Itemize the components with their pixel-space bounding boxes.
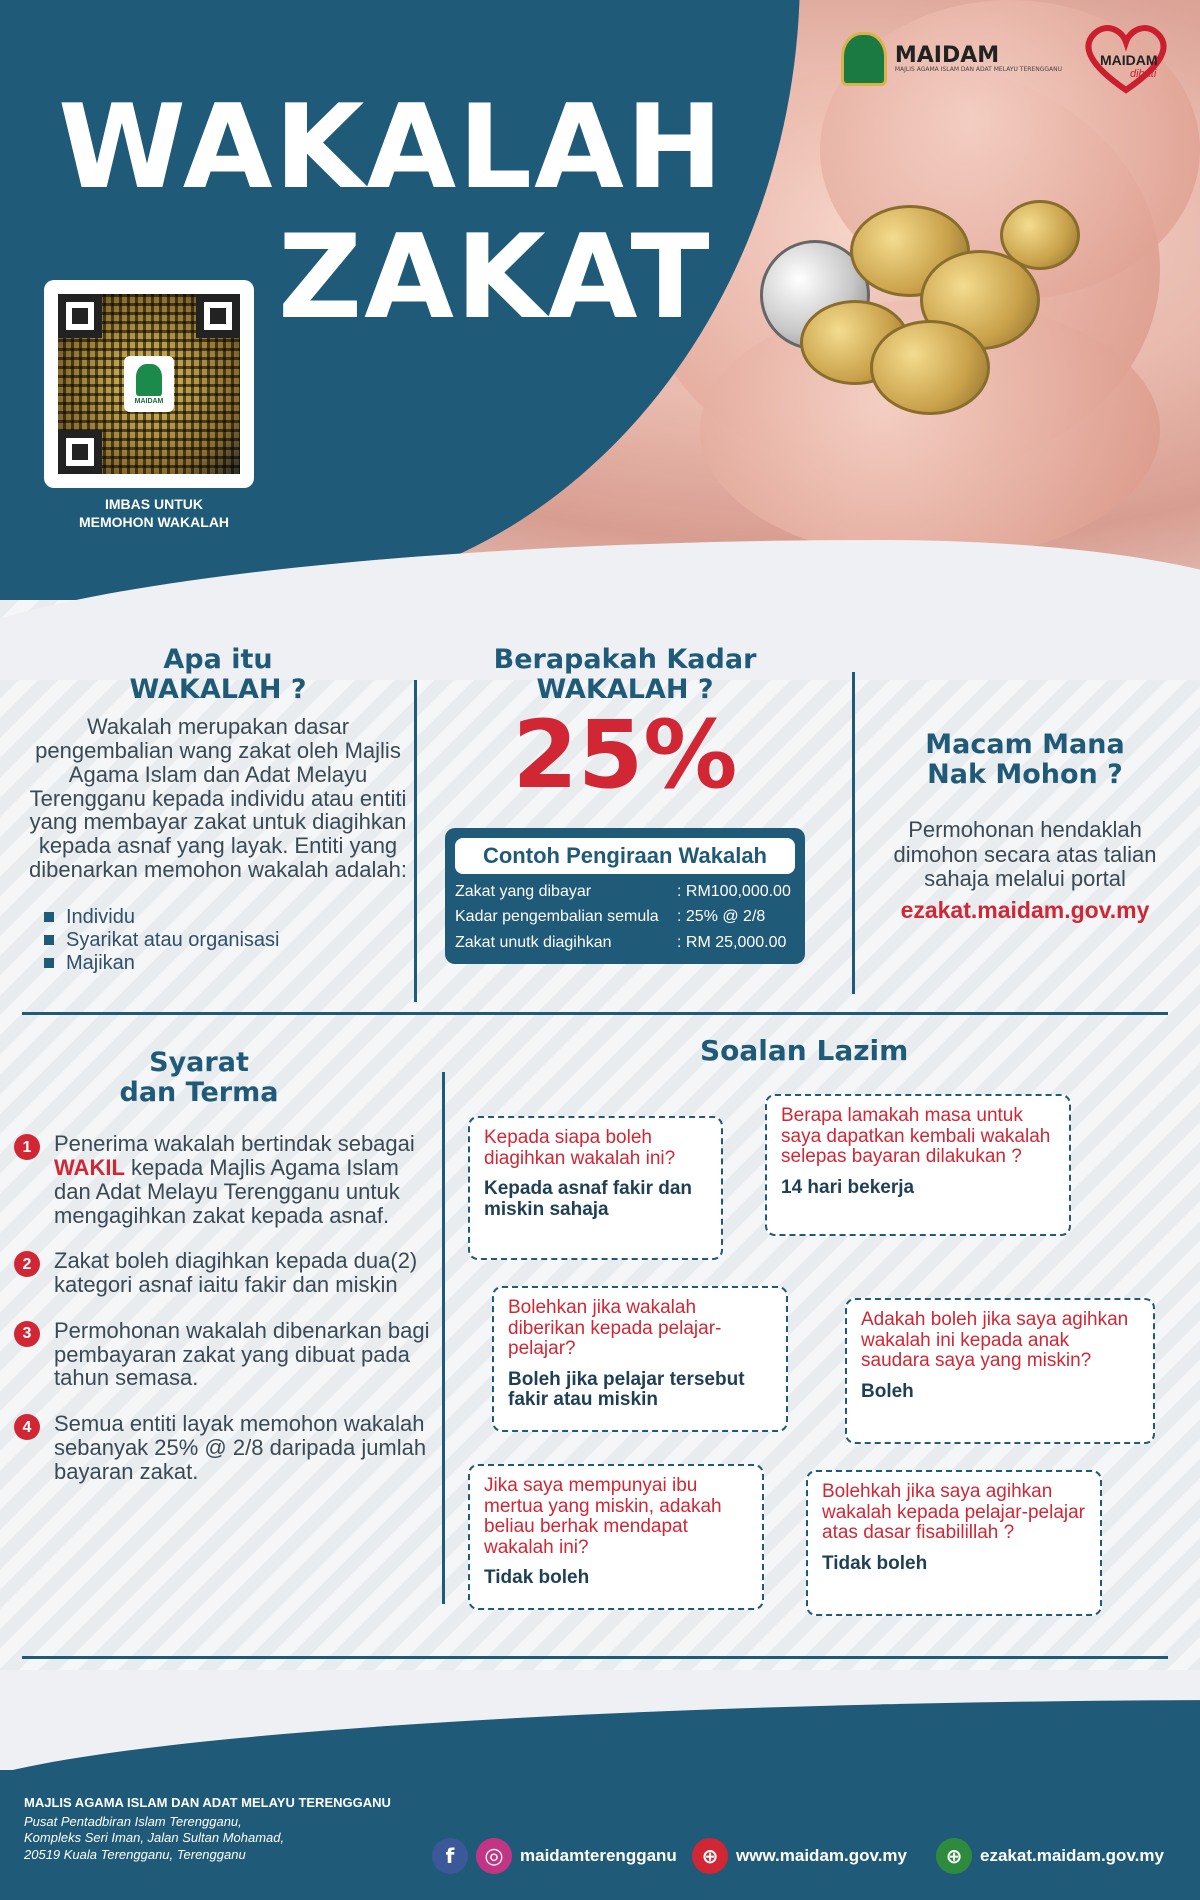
faq-answer: Tidak boleh [822, 1552, 928, 1574]
faq-heading: Soalan Lazim [700, 1034, 909, 1067]
mohon-heading [870, 730, 1180, 790]
ezakat-link[interactable] [936, 1838, 1164, 1874]
calc-value: : RM 25,000.00 [677, 933, 787, 951]
kadar-heading [440, 645, 810, 705]
maidam-logo [841, 32, 1062, 86]
qr-code-pattern [58, 294, 240, 474]
social-media-link[interactable] [432, 1838, 677, 1874]
wakalah-percentage: 25% [512, 701, 738, 811]
header-logos [841, 24, 1174, 94]
list-item [14, 1249, 434, 1297]
footer-address-line-2: Kompleks Seri Iman, Jalan Sultan Mohamad, [24, 1830, 285, 1846]
faq-card [492, 1286, 788, 1432]
heart-logo-text: MAIDAM [1100, 52, 1158, 68]
terms-list [14, 1132, 434, 1483]
website-link[interactable] [692, 1838, 907, 1874]
apa-itu-heading [28, 645, 408, 705]
apa-itu-heading-line-1: Apa itu [163, 644, 273, 675]
calc-label: Kadar pengembalian semula [455, 908, 659, 926]
calc-label: Zakat unutk diagihkan [455, 933, 612, 951]
list-item [14, 1412, 434, 1483]
faq-question: Bolehkan jika wakalah diberikan kepada pelajar-pelajar? [508, 1297, 722, 1360]
ezakat-portal-link[interactable]: ezakat.maidam.gov.my [900, 897, 1150, 924]
maidam-logo-subtext: MAJLIS AGAMA ISLAM DAN ADAT MELAYU TERENGGANU [894, 66, 1062, 73]
square-bullet-icon [44, 935, 54, 945]
faq-answer: Tidak boleh [484, 1567, 590, 1589]
list-item [44, 906, 408, 929]
footer-address-line-3: 20519 Kuala Terengganu, Terengganu [24, 1846, 246, 1862]
divider-vertical [852, 672, 855, 994]
maidam-emblem-icon [136, 364, 162, 396]
calculation-example-box [445, 828, 805, 964]
website-url: www.maidam.gov.my [736, 1846, 907, 1865]
faq-card [468, 1116, 723, 1260]
entity-list [28, 906, 408, 975]
number-badge: 1 [14, 1134, 40, 1160]
square-bullet-icon [44, 958, 54, 968]
faq-answer: Boleh [861, 1380, 914, 1402]
faq-question: Kepada siapa boleh diagihkan wakalah ini? [484, 1127, 676, 1169]
faq-answer: Kepada asnaf fakir dan miskin sahaja [484, 1178, 693, 1220]
list-item [14, 1132, 434, 1227]
facebook-icon: f [432, 1838, 468, 1874]
apa-itu-heading-line-2: WAKALAH ? [129, 674, 307, 706]
calc-value: : 25% @ 2/8 [677, 908, 766, 926]
syarat-heading [14, 1048, 384, 1108]
apa-itu-section [28, 645, 408, 975]
maidam-logo-text: MAIDAM [894, 43, 1000, 68]
calc-label: Zakat yang dibayar [455, 883, 592, 901]
faq-question: Berapa lamakah masa untuk saya dapatkan kembali wakalah selepas bayaran dilakukan ? [781, 1105, 1051, 1168]
term-text: Penerima wakalah bertindak sebagai [54, 1131, 415, 1157]
divider-horizontal [22, 1656, 1168, 1659]
mohon-heading-line-2: Nak Mohon ? [927, 759, 1123, 791]
faq-question: Jika saya mempunyai ibu mertua yang miskin, adakah beliau berhak mendapat wakalah ini? [484, 1475, 722, 1558]
title-line-1: WAKALAH [58, 80, 725, 215]
divider-vertical [414, 680, 417, 1002]
calc-row [455, 909, 795, 924]
mohon-body: Permohonan hendaklah dimohon secara atas talian sahaja melalui portal [893, 817, 1157, 891]
calc-title: Contoh Pengiraan Wakalah [455, 838, 795, 874]
qr-caption-line-1: IMBAS UNTUK [105, 496, 203, 512]
faq-card [806, 1470, 1102, 1616]
term-text: Zakat boleh diagihkan kepada dua(2) kategori asnaf iaitu fakir dan miskin [54, 1248, 418, 1298]
calc-value: : RM100,000.00 [677, 883, 791, 901]
syarat-heading-line-2: dan Terma [119, 1077, 279, 1109]
number-badge: 4 [14, 1414, 40, 1440]
list-item [14, 1319, 434, 1390]
social-handle: maidamterengganu [520, 1846, 677, 1865]
calc-row [455, 935, 795, 950]
square-bullet-icon [44, 912, 54, 922]
faq-answer: Boleh jika pelajar tersebut fakir atau miskin [508, 1368, 745, 1411]
qr-caption [44, 496, 264, 531]
kadar-heading-line-2: WAKALAH ? [536, 674, 714, 706]
term-text: Semua entiti layak memohon wakalah sebanyak 25% @ 2/8 daripada jumlah bayaran zakat. [54, 1411, 427, 1484]
heart-logo-subtext: dihati [1130, 68, 1157, 80]
syarat-heading-line-1: Syarat [149, 1047, 249, 1078]
mohon-section [870, 730, 1180, 924]
qr-center-logo [124, 356, 174, 412]
faq-question: Bolehkah jika saya agihkan wakalah kepada pelajar-pelajar atas dasar fisabilillah ? [822, 1481, 1086, 1544]
apa-itu-body: Wakalah merupakan dasar pengembalian wang zakat oleh Majlis Agama Islam dan Adat Melayu Terengganu kepada individu atau entiti yang membayar zakat untuk diagihkan kepada asnaf yang layak. Entiti yang dibenarkan memohon wakalah adalah: [29, 714, 407, 882]
number-badge: 3 [14, 1321, 40, 1347]
maidam-emblem-icon [841, 32, 887, 86]
list-item-label: Individu [66, 905, 135, 928]
list-item [44, 929, 408, 952]
term-text: Permohonan wakalah dibenarkan bagi pembayaran zakat yang dibuat pada tahun semasa. [54, 1317, 430, 1391]
qr-center-label: MAIDAM [134, 397, 164, 405]
footer-org-name: MAJLIS AGAMA ISLAM DAN ADAT MELAYU TERENGGANU [24, 1795, 391, 1810]
footer-address-line-1: Pusat Pentadbiran Islam Terengganu, [24, 1814, 242, 1829]
faq-question: Adakah boleh jika saya agihkan wakalah ini kepada anak saudara saya yang miskin? [861, 1309, 1129, 1372]
ezakat-url: ezakat.maidam.gov.my [980, 1846, 1164, 1865]
term-highlight: WAKIL [54, 1155, 125, 1181]
syarat-section [14, 1048, 434, 1505]
qr-code[interactable] [44, 280, 254, 488]
mohon-heading-line-1: Macam Mana [925, 729, 1125, 760]
term-text: kepada Majlis Agama Islam dan Adat Melayu Terengganu untuk mengagihkan zakat kepada asnaf. [54, 1155, 400, 1228]
list-item-label: Majikan [66, 951, 135, 974]
instagram-icon: ◎ [476, 1838, 512, 1874]
kadar-heading-line-1: Berapakah Kadar [493, 644, 757, 675]
qr-caption-line-2: MEMOHON WAKALAH [78, 513, 230, 530]
faq-card [845, 1298, 1155, 1444]
list-item-label: Syarikat atau organisasi [66, 928, 280, 951]
number-badge: 2 [14, 1251, 40, 1277]
faq-answer: 14 hari bekerja [781, 1176, 915, 1198]
globe-icon: ⊕ [692, 1838, 728, 1874]
list-item [44, 952, 408, 975]
divider-horizontal [22, 1012, 1168, 1015]
globe-icon: ⊕ [936, 1838, 972, 1874]
footer-address [24, 1795, 391, 1863]
maidam-dihati-logo [1078, 24, 1174, 94]
calc-row [455, 884, 795, 899]
faq-card [468, 1464, 764, 1610]
divider-vertical [442, 1072, 445, 1604]
kadar-section [440, 645, 810, 964]
faq-card [765, 1094, 1071, 1236]
title-line-2: ZAKAT [278, 210, 712, 345]
